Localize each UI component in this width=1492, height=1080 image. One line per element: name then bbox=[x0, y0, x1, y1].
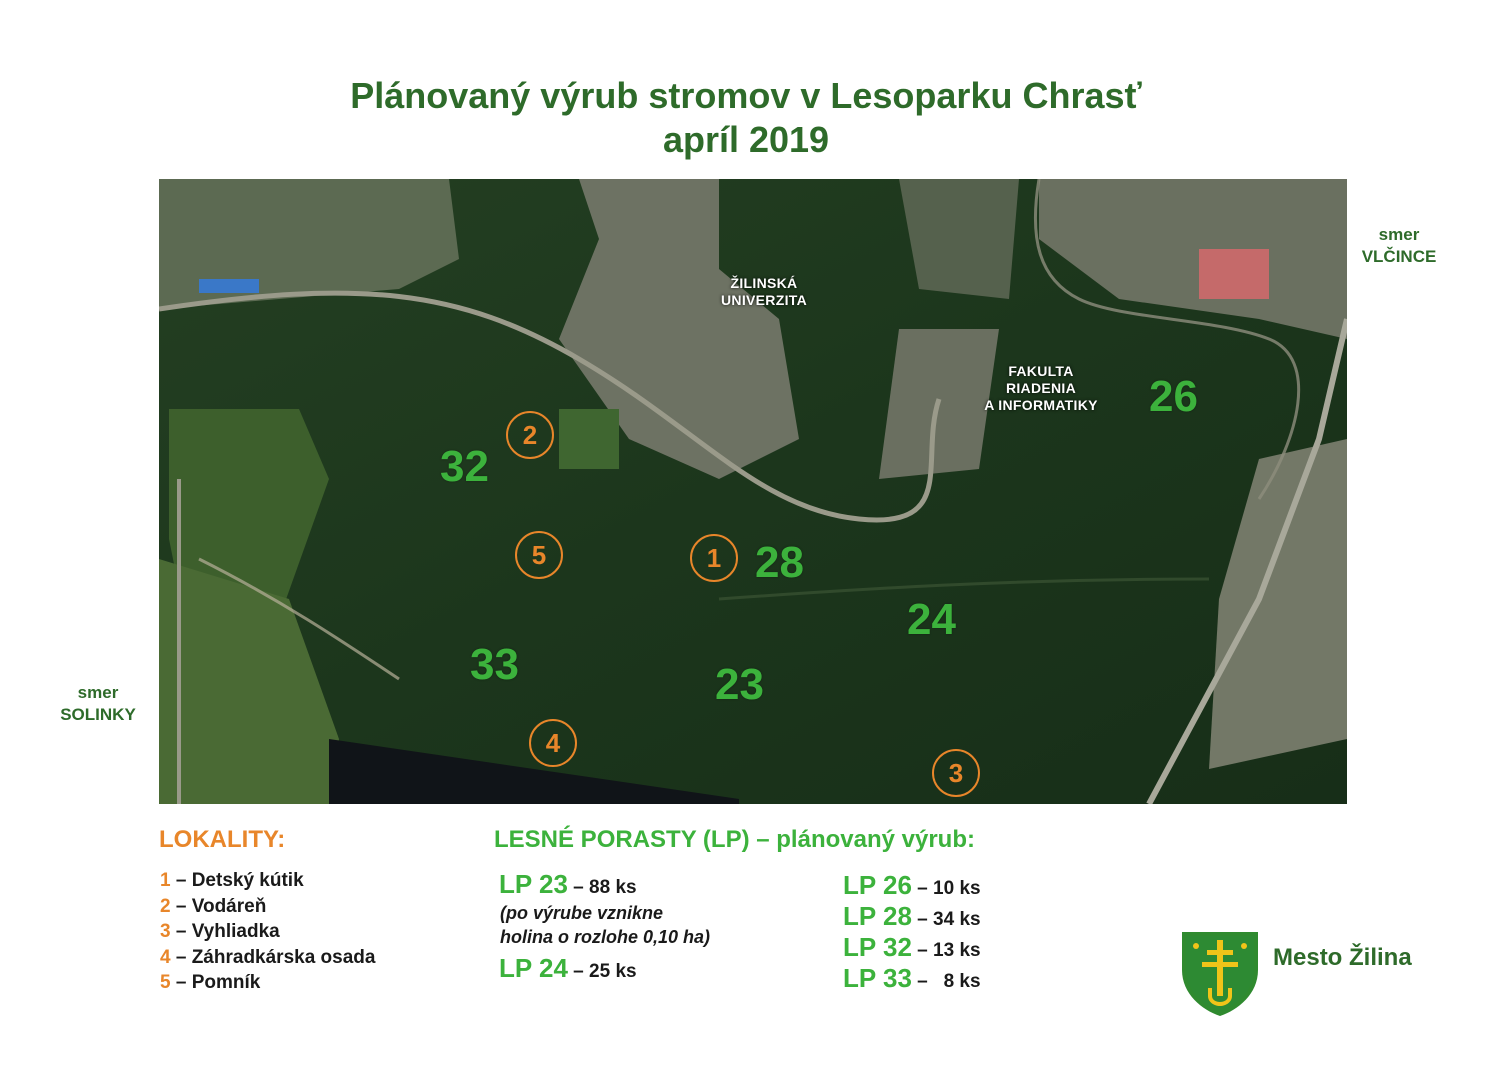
locality-text: – Vodáreň bbox=[170, 895, 267, 917]
stand-entry-lp24 bbox=[499, 953, 637, 984]
locality-item-1 bbox=[160, 868, 375, 894]
stand-entry-lp23 bbox=[499, 869, 637, 900]
stand-count: – 34 ks bbox=[911, 909, 981, 930]
stand-lp23-note-line1: (po výrube vznikne bbox=[500, 903, 664, 923]
locality-num: 4 bbox=[160, 946, 171, 968]
stand-24-label[interactable]: 24 bbox=[907, 595, 956, 644]
stand-entry-lp26 bbox=[843, 870, 981, 901]
locality-text: – Záhradkárska osada bbox=[170, 946, 376, 968]
locality-text: – Pomník bbox=[170, 972, 261, 993]
stand-32-label[interactable]: 32 bbox=[440, 442, 489, 491]
locality-text: – Vyhliadka bbox=[170, 921, 280, 942]
direction-solinky bbox=[48, 682, 148, 726]
stand-entry-lp33 bbox=[843, 963, 981, 994]
aerial-map[interactable] bbox=[159, 179, 1347, 804]
locality-item-2 bbox=[160, 894, 375, 920]
stand-26-label[interactable]: 26 bbox=[1149, 372, 1198, 421]
label-fakulta-line1: FAKULTA bbox=[1008, 363, 1074, 379]
aerial-map-imagery bbox=[159, 179, 1347, 804]
zilina-coat-of-arms-icon bbox=[1180, 930, 1260, 1018]
stands-heading: LESNÉ PORASTY (LP) – plánovaný výrub: bbox=[494, 826, 975, 853]
direction-vlcince-name: VLČINCE bbox=[1361, 247, 1437, 266]
stand-code: LP 33 bbox=[843, 963, 912, 993]
brand-mesto-zilina: Mesto Žilina bbox=[1273, 944, 1412, 971]
page-title: Plánovaný výrub stromov v Lesoparku Chrasť bbox=[350, 75, 1142, 116]
stand-count: – 13 ks bbox=[911, 940, 981, 961]
locality-marker-5[interactable]: 5 bbox=[515, 531, 563, 579]
direction-vlcince bbox=[1352, 224, 1446, 268]
direction-vlcince-prefix: smer bbox=[1378, 225, 1420, 244]
stand-entry-lp32 bbox=[843, 932, 981, 963]
locality-item-4 bbox=[160, 945, 375, 971]
label-fakulta-line3: A INFORMATIKY bbox=[984, 397, 1098, 413]
stand-count: – 25 ks bbox=[567, 961, 637, 982]
localities-list bbox=[160, 868, 375, 996]
locality-item-5 bbox=[160, 970, 375, 996]
locality-marker-4[interactable]: 4 bbox=[529, 719, 577, 767]
stand-code: LP 23 bbox=[499, 869, 568, 899]
stand-code: LP 32 bbox=[843, 932, 912, 962]
locality-marker-1[interactable]: 1 bbox=[690, 534, 738, 582]
stand-code: LP 28 bbox=[843, 901, 912, 931]
locality-num: 3 bbox=[160, 921, 171, 942]
locality-text: – Detský kútik bbox=[170, 870, 304, 891]
stand-28-label[interactable]: 28 bbox=[755, 538, 804, 587]
stand-code: LP 24 bbox=[499, 953, 568, 983]
locality-item-3 bbox=[160, 919, 375, 945]
locality-num: 1 bbox=[160, 870, 171, 891]
stand-count: – 8 ks bbox=[911, 971, 981, 992]
stand-count: – 10 ks bbox=[911, 878, 981, 899]
label-fakulta-riadenia bbox=[971, 363, 1111, 414]
stand-entry-lp28 bbox=[843, 901, 981, 932]
page-subtitle-date: apríl 2019 bbox=[662, 119, 830, 160]
stand-lp23-note-line2: holina o rozlohe 0,10 ha) bbox=[500, 927, 711, 947]
stand-count: – 88 ks bbox=[567, 877, 637, 898]
label-fakulta-line2: RIADENIA bbox=[1005, 380, 1077, 396]
stand-33-label[interactable]: 33 bbox=[470, 640, 519, 689]
label-zilinska-line2: UNIVERZITA bbox=[721, 292, 807, 308]
locality-marker-3[interactable]: 3 bbox=[932, 749, 980, 797]
direction-solinky-name: SOLINKY bbox=[60, 705, 136, 724]
stand-23-label[interactable]: 23 bbox=[715, 660, 764, 709]
direction-solinky-prefix: smer bbox=[77, 683, 119, 702]
label-zilinska-line1: ŽILINSKÁ bbox=[730, 275, 798, 291]
locality-marker-2[interactable]: 2 bbox=[506, 411, 554, 459]
stand-code: LP 26 bbox=[843, 870, 912, 900]
localities-heading: LOKALITY: bbox=[159, 826, 286, 853]
label-zilinska-univerzita bbox=[709, 275, 819, 309]
stand-lp23-note bbox=[500, 901, 710, 949]
locality-num: 2 bbox=[160, 895, 171, 917]
locality-num: 5 bbox=[160, 972, 171, 993]
